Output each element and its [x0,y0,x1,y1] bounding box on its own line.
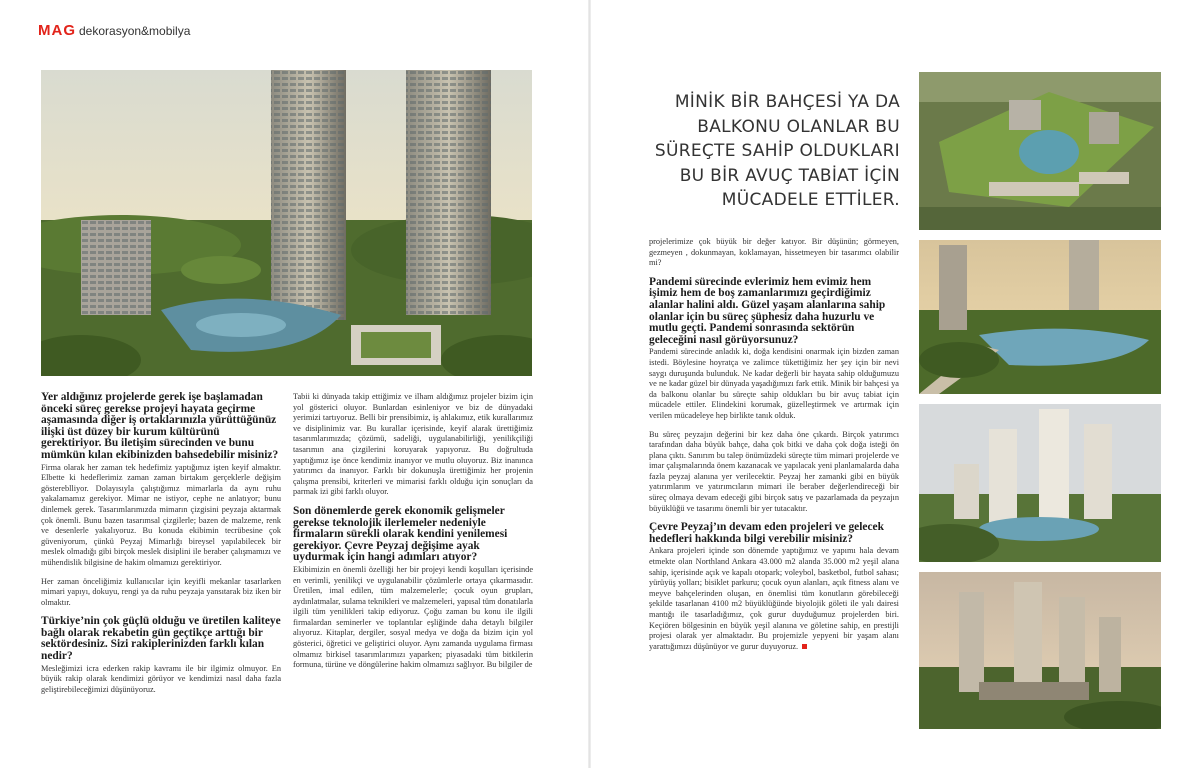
question-heading: Yer aldığınız projelerde gerek işe başlamadan önceki süreç gerekse projeyi hayata geçirme aşamasında diğer iş ortaklarınızla yürüttüğünüz ilişki üst düzey bir kurum kültürünü gerektiriyor. Bu iletişim sürecinden ve bunu mümkün kılan ekibinizden bahsedebilir misiniz? [41,391,279,461]
question-heading: Çevre Peyzaj’ın devam eden projeleri ve gelecek hedefleri hakkında bilgi verebilir misiniz? [649,521,884,545]
article-end-mark [802,644,807,649]
body-paragraph: Pandemi sürecinde anladık ki, doğa kendisini onarmak için bizden zaman istedi. Böylesine hoyratça ve zalimce tükettiğimiz her şey için bir nevi saygı duruşunda bulunduk. Ne kadar değerli bir hayata sahip olduğumuzu ve ne kadar güzel bir dünyada yaşadığımızı fark ettik. Minik bir bahçesi ya da balkonu olanlar bu süreçte sahip oldukları bu bir avuç tabiat için mücadele ettiler. Elindekini korumak, güzelleştirmek ve artırmak için verilen mücadeleye hep birlikte tanık olduk. [649,347,899,420]
magazine-subtitle: dekorasyon&mobilya [79,24,191,38]
body-paragraph: Her zaman önceliğimiz kullanıcılar için keyifli mekanlar tasarlarken mimari yapıyı, dokuyu, rengi ya da ruhu peyzaja yansıtarak biz iken bir olmaktır. [41,576,281,607]
body-paragraph: Mesleğimizi icra ederken rakip kavramı ile bir ilgimiz olmuyor. En büyük rakip olarak kendimizi görüyor ve kendimizi nasıl daha fazla geliştirebileceğimizi düşünüyoruz. [41,663,281,694]
article-column-3 [649,237,899,660]
question-heading: Pandemi sürecinde evlerimiz hem evimiz hem işimiz hem de boş zamanlarımızı geçirdiğimiz alanlar halini aldı. Güzel yaşam alanlarına sahip olanlar için bu süreç şüphesiz daha huzurlu ve mutlu geçti. Pandemi sonrasında sektörün geleceğini nasıl görüyorsunuz? [649,275,886,346]
towers-daytime-photo [919,404,1161,562]
lake-park-photo [919,240,1161,394]
page-gutter [588,0,591,768]
pull-quote: MİNİK BİR BAHÇESİ YA DA BALKONU OLANLAR BU SÜREÇTE SAHİP OLDUKLARI BU BİR AVUÇ TABİAT İÇİN MÜCADELE ETTİLER. [654,92,900,210]
article-column-1 [41,392,281,703]
aerial-site-photo [919,72,1161,230]
towers-evening-photo [919,572,1161,729]
body-paragraph: Bu süreç peyzajın değerini bir kez daha öne çıkardı. Birçok yatırımcı tarafından daha büyük bahçe, daha çok bitki ve daha çok doğa isteği ön plana çıktı. Sanırım bu talep önümüzdeki süreçte tüm mimari projelerde ve imar çalışmalarında önem kazanacak ve yapılacak yeni planlamalarda daha fazla peyzaj alanına yer verilecektir. Peyzaj her zamanki gibi en büyük yatırımlarım ve yatırımcıların mimari ile beraber değerlendireceği bir süreç olmaya devam edeceği gibi birçok satış ve pazarlamada da peyzajın büyüklüğü ve tasarımı önemli bir yer tutacaktır. [649,429,899,513]
magazine-logo: MAG [38,22,76,39]
body-paragraph: Ekibimizin en önemli özelliği her bir projeyi kendi koşulları içerisinde en verimli, yenilikçi ve uygulanabilir çözümlerle ortaya çıkarmasıdır. Üretilen, imal edilen, tüm malzemelerle; çocuk oyun grupları, aydınlatmalar, sulama teknikleri ve malzemeleri, yapısal tüm donatılarla ilgili tüm yenilikleri takip ediyoruz. Çoğu zaman bu konu ile ilgili firmalardan seminerler ve toplantılar eşliğinde daha detaylı bilgiler alıyoruz. Kitaplar, dergiler, sosyal medya ve doğa da bizim için yol gösterici, öğretici ve geliştirici oluyor. Aynı zamanda uygulama firması olmamız birkisel tasarımlarımızı yaparken; piyasadaki tüm bitkilerin formuna, türüne ve döngülerine hakim olmamızı sağlıyor. Bu bilgiler de [293,564,533,670]
question-heading: Son dönemlerde gerek ekonomik gelişmeler gerekse teknolojik ilerlemeler nedeniyle firmaların sürekli olarak kendini yenilemesi gerekiyor. Çevre Peyzaj değişime ayak uydurmak için hangi adımları atıyor? [293,504,508,564]
hero-photo-towers [41,70,532,376]
question-heading: Türkiye’nin çok güçlü olduğu ve üretilen kaliteye bağlı olarak rekabetin gün geçtikçe arttığı bir sektördesiniz. Sizi rakiplerinizden farklı kılan nedir? [41,615,281,663]
final-paragraph-text: Ankara projeleri içinde son dönemde yaptığımız ve yapımı hala devam etmekte olan Northland Ankara 43.000 m2 alanda 35.000 m2 yeşil alana sahip, içerisinde açık ve kapalı otopark; voleybol, basketbol, futbol sahası; yürüyüş yolları; bisiklet parkuru; çocuk oyun alanları, açık fitness alanı ve meyve bahçelerinden oluşan, en önemlisi tüm konutların görebileceği şekilde tasarlanan 4100 m2 büyüklüğünde biyolojik göleti ile yalı dairesi mantığı ile tasarladığımız, çok gurur duyduğumuz projelerden biri. Keçiören bölgesinin en büyük yeşil alanına ve göletine sahip, en prestijli projesi olarak yer almaktadır. Bu projemizle yepyeni bir yaşam alanı yarattığımızı düşünüyor ve gurur duyuyoruz. [649,546,899,651]
body-paragraph: Firma olarak her zaman tek hedefimiz yaptığımız işten keyif almaktır. Elbette ki hedeflerimiz zaman zaman birtakım gerçeklerle değişim göstereblliyor. Dolayısıyla çalıştığımız mimarlarla da aynı ruhu yakalamamız gerekiyor. Mimar ne istiyor, cephe ne anlatıyor; bunu dinlemek gerek. Tasarımlarımızda mimarın çizgisini peyzaja aktarmak çok önemli. Bunu bazen tasarımsal çizgilerle; bazen de malzeme, renk ve desenlerle yakalıyoruz. Bu konuda ekibimin tecrübesine çok güveniyorum, çünkü Peyzaj Mimarlığı bireysel yapılabilecek bir meslek olmadığı gibi birçok meslek disiplini ile beraber çalışmamızı ve mühendislik bilgisine de hakim olmamızı gerektiriyor. [41,462,281,567]
body-paragraph [649,546,899,652]
magazine-header [38,22,190,39]
article-column-2 [293,392,533,679]
body-paragraph: projelerimize çok büyük bir değer katıyor. Bir düşünün; görmeyen, gezmeyen , dokunmayan, koklamayan, hissetmeyen bir tasarımcı olabilir mi? [649,237,899,268]
body-paragraph: Tabii ki dünyada takip ettiğimiz ve ilham aldığımız projeler bizim için yol gösterici oluyor. Bunlardan esinleniyor ve biz de dünyadaki yerimizi tartıyoruz. Belli bir prensibimiz, iş ahlakımız, etik kurallarımız ve disiplinimiz var. Bu kurallar içerisinde, keyif alarak ürettiğimiz tasarımlarımızda; çözümü, sadeliği, uygulanabilirliği, yenilikçiliği tasarımın ana çizgilerini koruyarak yapıyoruz. Bu doğrultuda yaptığımız işe önce kendimiz inanıyor ve mutlu oluyoruz. Biz inanınca yatırımcı da inanıyor. Farklı bir dokunuşla ürettiğimiz her projenin çalışma prensibi, kriterleri ve mimarisi farklı olduğu için sonuçları da parmak izi gibi farklı oluyor. [293,392,533,497]
